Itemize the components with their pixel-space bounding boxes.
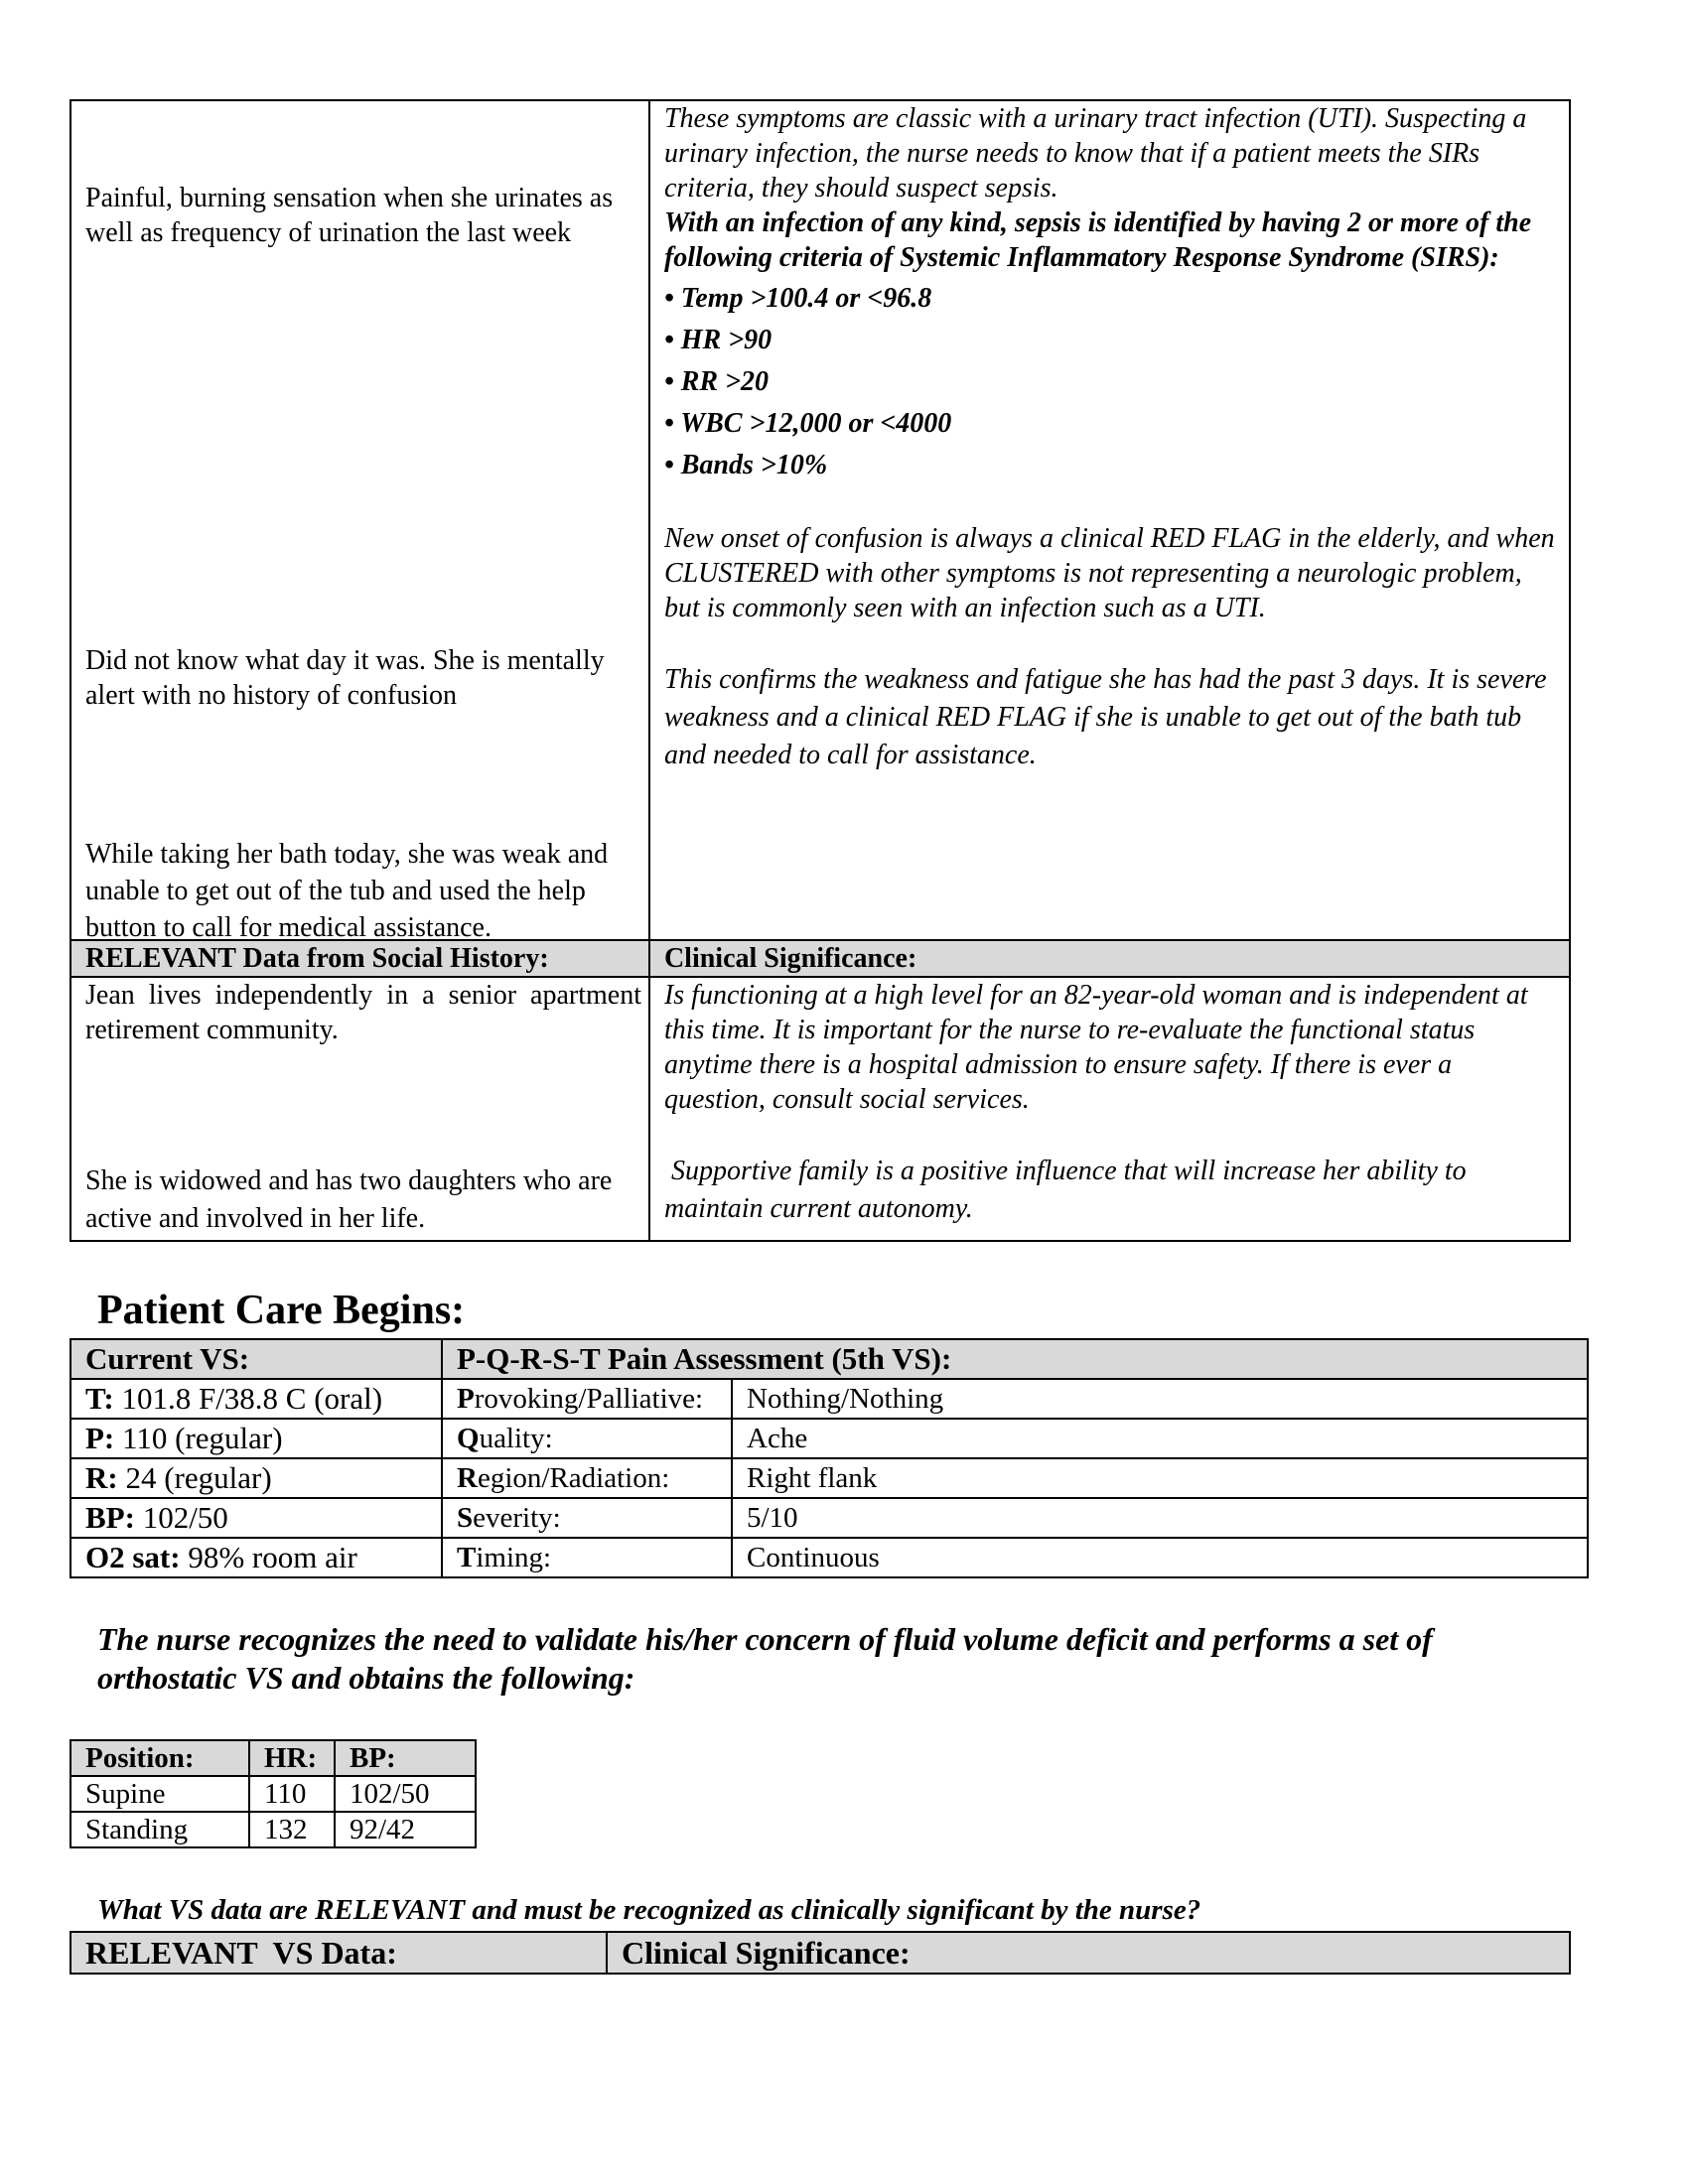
current-vs-header: Current VS: — [70, 1339, 442, 1379]
social-history-header: RELEVANT Data from Social History: — [70, 940, 649, 977]
pqrst-region: Region/Radiation: — [442, 1458, 732, 1498]
finding-confusion: Did not know what day it was. She is mentally alert with no history of confusion — [85, 645, 605, 711]
bp-header: BP: — [335, 1740, 476, 1776]
table-row — [70, 1419, 1588, 1458]
pqrst-severity: Severity: — [442, 1498, 732, 1538]
pqrst-severity-answer: 5/10 — [732, 1498, 1588, 1538]
social-significance-cell — [649, 977, 1570, 1241]
pqrst-quality: Quality: — [442, 1419, 732, 1458]
vs-clinical-significance-header: Clinical Significance: — [607, 1932, 1570, 1974]
hr-header: HR: — [249, 1740, 335, 1776]
social-findings-cell — [70, 977, 649, 1241]
pqrst-timing: Timing: — [442, 1538, 732, 1577]
table-row — [70, 1379, 1588, 1419]
vs-bp: BP: 102/50 — [70, 1498, 442, 1538]
table-header-row — [70, 1339, 1588, 1379]
vs-resp: R: 24 (regular) — [70, 1458, 442, 1498]
sirs-paragraph: With an infection of any kind, sepsis is identified by having 2 or more of the following criteria of Systemic Inflammatory Response Syndrome (SIRS): — [663, 207, 1532, 273]
social-living: Jean lives independently in a senior apartment retirement community. — [85, 980, 641, 1045]
clinical-significance-header: Clinical Significance: — [649, 940, 1570, 977]
table-header-row — [70, 1932, 1570, 1974]
confusion-paragraph: New onset of confusion is always a clinical RED FLAG in the elderly, and when CLUSTERED with other symptoms is not representing a neurologic problem, but is commonly seen with an infection such as a UTI. — [663, 523, 1555, 623]
sirs-bullet-wbc: • WBC >12,000 or <4000 — [663, 408, 952, 439]
hr-supine: 110 — [249, 1776, 335, 1812]
vs-temp: T: 101.8 F/38.8 C (oral) — [70, 1379, 442, 1419]
table-row — [70, 1458, 1588, 1498]
nurse-statement: The nurse recognizes the need to validate his/her concern of fluid volume deficit and performs a set of orthostatic VS and obtains the following: — [97, 1621, 1433, 1696]
table-row — [70, 977, 1570, 1241]
bp-standing: 92/42 — [335, 1812, 476, 1847]
sirs-bullet-bands: • Bands >10% — [663, 450, 828, 480]
table-row — [70, 1812, 476, 1847]
sirs-bullet-temp: • Temp >100.4 or <96.8 — [663, 283, 932, 314]
section-title: Patient Care Begins: — [97, 1288, 466, 1333]
relevant-vs-table — [70, 1931, 1571, 1975]
findings-cell — [70, 100, 649, 943]
sirs-bullet-hr: • HR >90 — [663, 325, 773, 355]
table-row — [70, 100, 1570, 940]
functional-status-paragraph: Is functioning at a high level for an 82-year-old woman and is independent at this time. It is important for the nurse to re-evaluate the functional status anytime there is a hospital admission to ensure safety. If there is ever a question, consult social services. — [663, 980, 1528, 1115]
significance-cell — [649, 100, 1570, 940]
position-supine: Supine — [70, 1776, 249, 1812]
table-row — [70, 1538, 1588, 1577]
vs-pulse: P: 110 (regular) — [70, 1419, 442, 1458]
social-family: She is widowed and has two daughters who are active and involved in her life. — [85, 1165, 613, 1234]
bp-supine: 102/50 — [335, 1776, 476, 1812]
history-significance-table — [70, 99, 1571, 1242]
vs-o2sat: O2 sat: 98% room air — [70, 1538, 442, 1577]
weakness-paragraph: This confirms the weakness and fatigue she has had the past 3 days. It is severe weakness and a clinical RED FLAG if she is unable to get out of the bath tub and needed to call for assistance. — [663, 664, 1547, 770]
uti-paragraph: These symptoms are classic with a urinary tract infection (UTI). Suspecting a urinary infection, the nurse needs to know that if a patient meets the SIRs criteria, they should suspect sepsis. — [663, 103, 1527, 204]
sirs-bullet-rr: • RR >20 — [663, 366, 770, 397]
finding-weakness: While taking her bath today, she was weak and unable to get out of the tub and used the help button to call for medical assistance. — [85, 839, 609, 943]
relevant-vs-header: RELEVANT VS Data: — [70, 1932, 607, 1974]
table-header-row — [70, 1740, 476, 1776]
position-header: Position: — [70, 1740, 249, 1776]
pqrst-provoking: Provoking/Palliative: — [442, 1379, 732, 1419]
orthostatic-table — [70, 1739, 477, 1848]
question-prompt: What VS data are RELEVANT and must be recognized as clinically significant by the nurse? — [97, 1894, 1201, 1926]
pqrst-header: P-Q-R-S-T Pain Assessment (5th VS): — [442, 1339, 1588, 1379]
vital-signs-table — [70, 1338, 1589, 1578]
pqrst-timing-answer: Continuous — [732, 1538, 1588, 1577]
pqrst-region-answer: Right flank — [732, 1458, 1588, 1498]
family-support-paragraph: Supportive family is a positive influence that will increase her ability to maintain current autonomy. — [663, 1156, 1474, 1224]
position-standing: Standing — [70, 1812, 249, 1847]
table-row — [70, 1498, 1588, 1538]
table-row — [70, 1776, 476, 1812]
finding-urination: Painful, burning sensation when she urinates as well as frequency of urination the last week — [85, 183, 614, 248]
hr-standing: 132 — [249, 1812, 335, 1847]
pqrst-quality-answer: Ache — [732, 1419, 1588, 1458]
pqrst-provoking-answer: Nothing/Nothing — [732, 1379, 1588, 1419]
